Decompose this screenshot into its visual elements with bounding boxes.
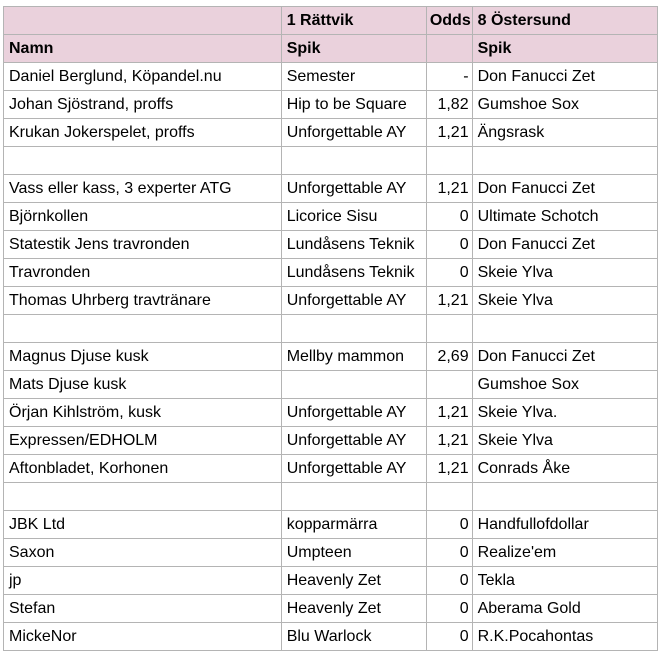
name-cell[interactable]	[4, 147, 282, 175]
name-cell[interactable]: Daniel Berglund, Köpandel.nu	[4, 63, 282, 91]
race2-cell[interactable]: Don Fanucci Zet	[472, 231, 657, 259]
table-row	[4, 371, 658, 399]
header-cell-spik2[interactable]: Spik	[472, 35, 657, 63]
race2-cell[interactable]	[472, 483, 657, 511]
race1-cell[interactable]	[281, 371, 426, 399]
header-cell-odds-empty[interactable]	[426, 35, 472, 63]
name-cell[interactable]: Travronden	[4, 259, 282, 287]
name-cell[interactable]: JBK Ltd	[4, 511, 282, 539]
name-cell[interactable]: jp	[4, 567, 282, 595]
race1-cell[interactable]: Hip to be Square	[281, 91, 426, 119]
race1-cell[interactable]: Unforgettable AY	[281, 287, 426, 315]
race2-cell[interactable]: Aberama Gold	[472, 595, 657, 623]
race1-cell[interactable]: Unforgettable AY	[281, 175, 426, 203]
race1-cell[interactable]: Semester	[281, 63, 426, 91]
odds-cell[interactable]: 0	[426, 259, 472, 287]
race1-cell[interactable]: Lundåsens Teknik	[281, 259, 426, 287]
race2-cell[interactable]: Handfullofdollar	[472, 511, 657, 539]
table-row	[4, 511, 658, 539]
race2-cell[interactable]	[472, 315, 657, 343]
header-cell-race2[interactable]: 8 Östersund	[472, 7, 657, 35]
race1-cell[interactable]: kopparmärra	[281, 511, 426, 539]
odds-cell[interactable]: 0	[426, 511, 472, 539]
race2-cell[interactable]: Gumshoe Sox	[472, 91, 657, 119]
name-cell[interactable]: Krukan Jokerspelet, proffs	[4, 119, 282, 147]
odds-cell[interactable]: 1,21	[426, 175, 472, 203]
odds-cell[interactable]	[426, 315, 472, 343]
name-cell[interactable]: Vass eller kass, 3 experter ATG	[4, 175, 282, 203]
odds-cell[interactable]: 0	[426, 203, 472, 231]
name-cell[interactable]: Björnkollen	[4, 203, 282, 231]
name-cell[interactable]: Expressen/EDHOLM	[4, 427, 282, 455]
race1-cell[interactable]: Lundåsens Teknik	[281, 231, 426, 259]
race1-cell[interactable]: Mellby mammon	[281, 343, 426, 371]
odds-cell[interactable]	[426, 483, 472, 511]
race2-cell[interactable]: Ängsrask	[472, 119, 657, 147]
name-cell[interactable]: Magnus Djuse kusk	[4, 343, 282, 371]
header-row-columns	[4, 35, 658, 63]
odds-cell[interactable]: 1,21	[426, 427, 472, 455]
odds-cell[interactable]: -	[426, 63, 472, 91]
race1-cell[interactable]	[281, 483, 426, 511]
name-cell[interactable]	[4, 315, 282, 343]
table-row	[4, 63, 658, 91]
race2-cell[interactable]: R.K.Pocahontas	[472, 623, 657, 651]
table-row	[4, 287, 658, 315]
name-cell[interactable]: Johan Sjöstrand, proffs	[4, 91, 282, 119]
table-row	[4, 259, 658, 287]
table-row	[4, 567, 658, 595]
odds-cell[interactable]: 1,21	[426, 287, 472, 315]
table-row	[4, 595, 658, 623]
table-row	[4, 315, 658, 343]
odds-cell[interactable]	[426, 147, 472, 175]
race1-cell[interactable]: Umpteen	[281, 539, 426, 567]
race2-cell[interactable]: Skeie Ylva	[472, 427, 657, 455]
odds-cell[interactable]: 1,21	[426, 399, 472, 427]
race2-cell[interactable]	[472, 147, 657, 175]
odds-cell[interactable]: 1,21	[426, 119, 472, 147]
race1-cell[interactable]: Unforgettable AY	[281, 399, 426, 427]
name-cell[interactable]: MickeNor	[4, 623, 282, 651]
odds-cell[interactable]	[426, 371, 472, 399]
race1-cell[interactable]: Heavenly Zet	[281, 595, 426, 623]
race2-cell[interactable]: Don Fanucci Zet	[472, 343, 657, 371]
table-row	[4, 91, 658, 119]
header-cell-odds[interactable]: Odds	[426, 7, 472, 35]
race2-cell[interactable]: Don Fanucci Zet	[472, 63, 657, 91]
spreadsheet-table	[3, 6, 658, 651]
table-row	[4, 455, 658, 483]
race2-cell[interactable]: Skeie Ylva	[472, 287, 657, 315]
name-cell[interactable]: Mats Djuse kusk	[4, 371, 282, 399]
name-cell[interactable]: Aftonbladet, Korhonen	[4, 455, 282, 483]
odds-cell[interactable]: 0	[426, 595, 472, 623]
name-cell[interactable]: Saxon	[4, 539, 282, 567]
race2-cell[interactable]: Skeie Ylva.	[472, 399, 657, 427]
odds-cell[interactable]: 0	[426, 231, 472, 259]
odds-cell[interactable]: 0	[426, 623, 472, 651]
table-row	[4, 399, 658, 427]
race1-cell[interactable]: Heavenly Zet	[281, 567, 426, 595]
race1-cell[interactable]: Licorice Sisu	[281, 203, 426, 231]
name-cell[interactable]: Örjan Kihlström, kusk	[4, 399, 282, 427]
table-row	[4, 483, 658, 511]
race1-cell[interactable]	[281, 147, 426, 175]
table-row	[4, 203, 658, 231]
header-cell-name[interactable]	[4, 7, 282, 35]
table-row	[4, 119, 658, 147]
name-cell[interactable]	[4, 483, 282, 511]
race2-cell[interactable]: Ultimate Schotch	[472, 203, 657, 231]
header-cell-namn[interactable]: Namn	[4, 35, 282, 63]
race1-cell[interactable]: Unforgettable AY	[281, 119, 426, 147]
odds-cell[interactable]: 0	[426, 539, 472, 567]
header-row-races	[4, 7, 658, 35]
race2-cell[interactable]: Tekla	[472, 567, 657, 595]
name-cell[interactable]: Statestik Jens travronden	[4, 231, 282, 259]
table-row	[4, 539, 658, 567]
table-row	[4, 231, 658, 259]
race1-cell[interactable]: Unforgettable AY	[281, 427, 426, 455]
table-row	[4, 343, 658, 371]
race2-cell[interactable]: Skeie Ylva	[472, 259, 657, 287]
odds-cell[interactable]: 1,82	[426, 91, 472, 119]
race1-cell[interactable]: Blu Warlock	[281, 623, 426, 651]
table-row	[4, 427, 658, 455]
race2-cell[interactable]: Gumshoe Sox	[472, 371, 657, 399]
table-row	[4, 147, 658, 175]
race1-cell[interactable]: Unforgettable AY	[281, 455, 426, 483]
race1-cell[interactable]	[281, 315, 426, 343]
header-cell-spik1[interactable]: Spik	[281, 35, 426, 63]
name-cell[interactable]: Thomas Uhrberg travtränare	[4, 287, 282, 315]
race2-cell[interactable]: Realize'em	[472, 539, 657, 567]
odds-cell[interactable]: 2,69	[426, 343, 472, 371]
header-cell-race1[interactable]: 1 Rättvik	[281, 7, 426, 35]
race2-cell[interactable]: Don Fanucci Zet	[472, 175, 657, 203]
name-cell[interactable]: Stefan	[4, 595, 282, 623]
table-row	[4, 623, 658, 651]
race2-cell[interactable]: Conrads Åke	[472, 455, 657, 483]
spreadsheet-body	[4, 7, 658, 651]
odds-cell[interactable]: 1,21	[426, 455, 472, 483]
table-row	[4, 175, 658, 203]
odds-cell[interactable]: 0	[426, 567, 472, 595]
